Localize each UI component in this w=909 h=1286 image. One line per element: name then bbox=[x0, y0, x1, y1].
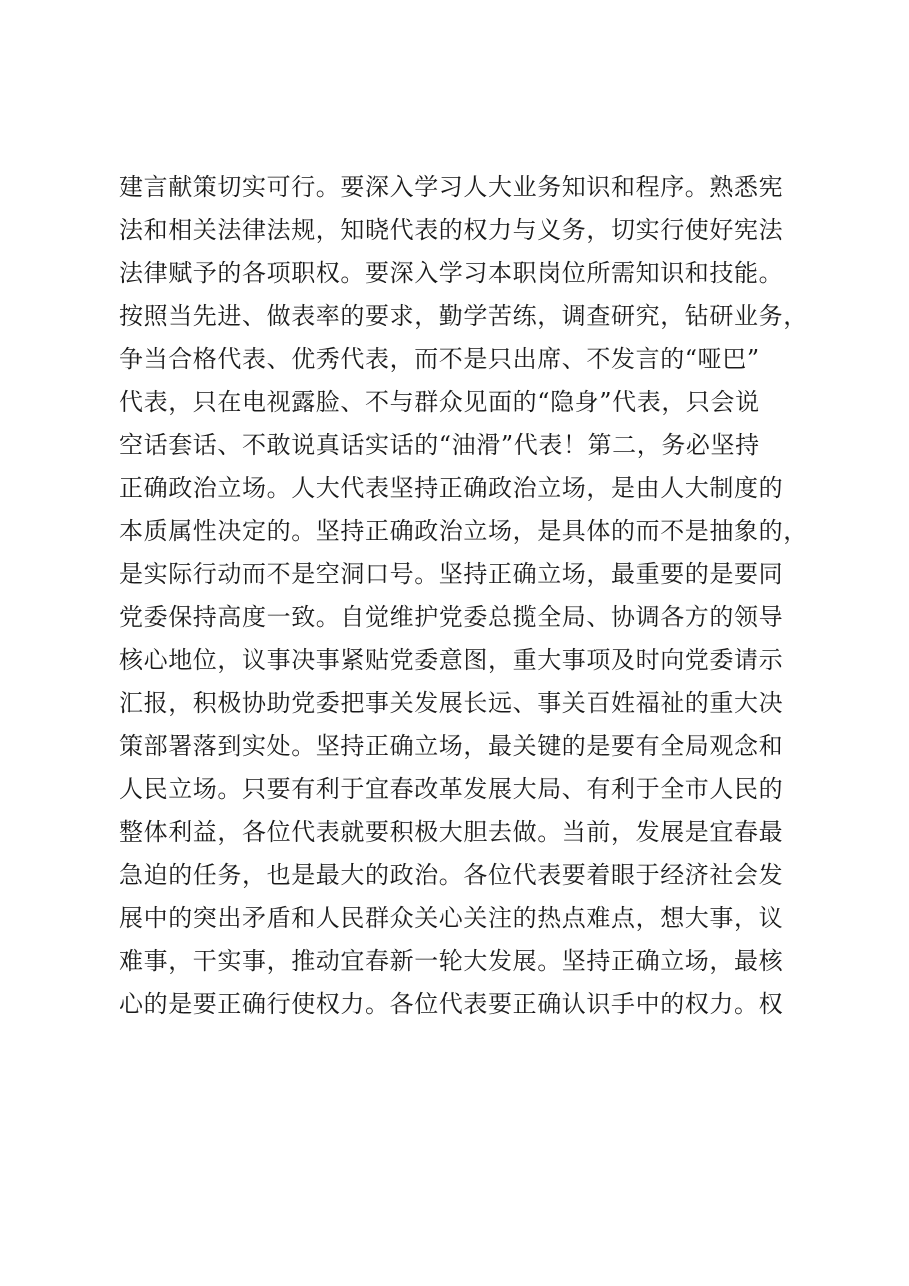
text-line: 争当合格代表、优秀代表，而不是只出席、不发言的“哑巴” bbox=[119, 345, 760, 373]
text-line: 核心地位，议事决事紧贴党委意图，重大事项及时向党委请示 bbox=[119, 646, 784, 674]
text-line: 是实际行动而不是空洞口号。坚持正确立场，最重要的是要同 bbox=[119, 560, 784, 588]
text-line: 急迫的任务，也是最大的政治。各位代表要着眼于经济社会发 bbox=[119, 861, 784, 889]
text-line: 本质属性决定的。坚持正确政治立场，是具体的而不是抽象的， bbox=[119, 517, 808, 545]
text-line: 汇报，积极协助党委把事关发展长远、事关百姓福祉的重大决 bbox=[119, 689, 784, 717]
text-line: 心的是要正确行使权力。各位代表要正确认识手中的权力。权 bbox=[119, 990, 784, 1018]
text-line: 按照当先进、做表率的要求，勤学苦练，调查研究，钻研业务， bbox=[119, 302, 808, 330]
text-line: 策部署落到实处。坚持正确立场，最关键的是要有全局观念和 bbox=[119, 732, 784, 760]
text-line: 正确政治立场。人大代表坚持正确政治立场，是由人大制度的 bbox=[119, 474, 784, 502]
text-line: 法律赋予的各项职权。要深入学习本职岗位所需知识和技能。 bbox=[119, 259, 784, 287]
text-line: 整体利益，各位代表就要积极大胆去做。当前，发展是宜春最 bbox=[119, 818, 784, 846]
text-line: 人民立场。只要有利于宜春改革发展大局、有利于全市人民的 bbox=[119, 775, 784, 803]
text-line: 空话套话、不敢说真话实话的“油滑”代表！第二，务必坚持 bbox=[119, 431, 760, 459]
text-line: 法和相关法律法规，知晓代表的权力与义务，切实行使好宪法 bbox=[119, 216, 784, 244]
text-line: 难事，干实事，推动宜春新一轮大发展。坚持正确立场，最核 bbox=[119, 947, 784, 975]
text-line: 建言献策切实可行。要深入学习人大业务知识和程序。熟悉宪 bbox=[119, 173, 784, 201]
body-text bbox=[119, 166, 809, 1026]
text-line: 代表，只在电视露脸、不与群众见面的“隐身”代表，只会说 bbox=[119, 388, 760, 416]
text-line: 展中的突出矛盾和人民群众关心关注的热点难点，想大事，议 bbox=[119, 904, 784, 932]
text-line: 党委保持高度一致。自觉维护党委总揽全局、协调各方的领导 bbox=[119, 603, 784, 631]
